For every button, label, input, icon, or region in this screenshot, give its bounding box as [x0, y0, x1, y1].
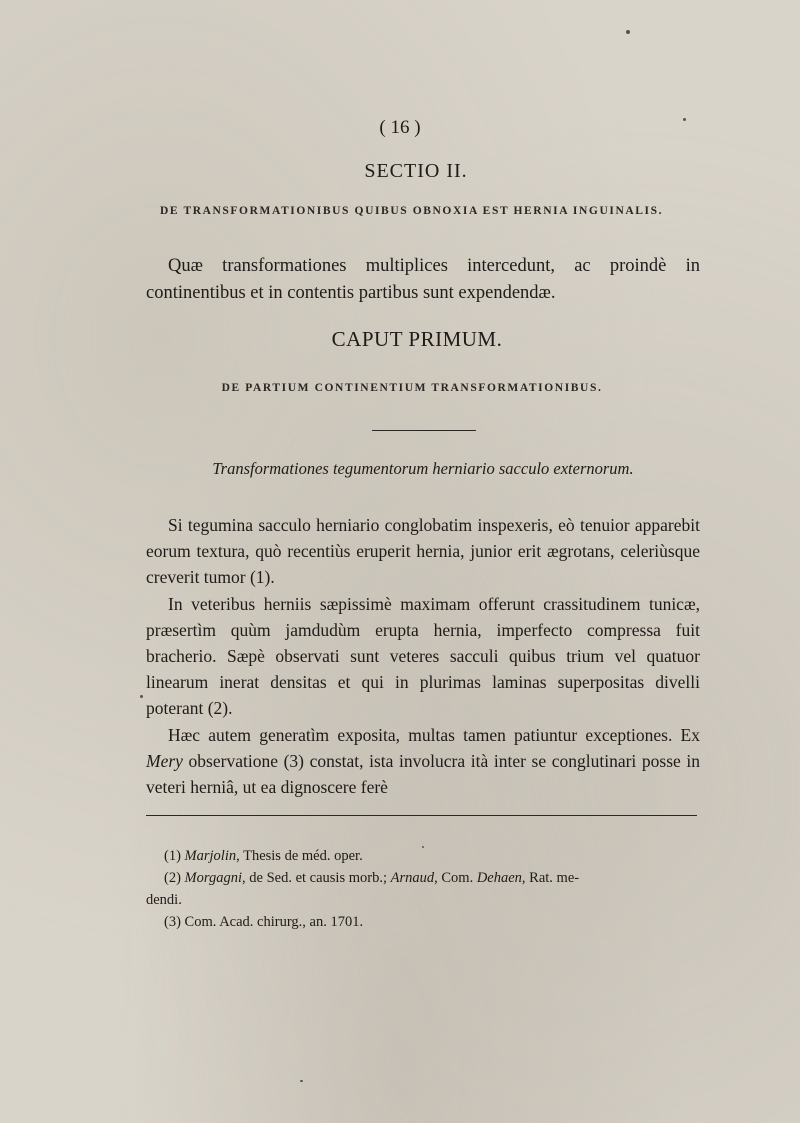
chapter-subtitle: DE PARTIUM CONTINENTIUM TRANSFORMATIONIBUS. [221, 382, 603, 394]
paragraph-2: In veteribus herniis sæpissimè maximam offerunt crassitudinem tunicæ, præsertìm quùm jamdudùm erupta hernia, imperfecto compressa fuit bracherio. Sæpè observati sunt veteres sacculi quibus trium vel quatuor linearum inerat densitas et qui in plurimas laminas superpositas divelli poterant (2). [146, 593, 700, 719]
footnote-3-text: Com. Acad. chirurg., an. 1701. [180, 914, 364, 930]
short-divider [372, 430, 476, 431]
paragraph-1: Si tegumina sacculo herniario conglobatim inspexeris, eò tenuior apparebit eorum textura, quò recentiùs eruperit hernia, junior erit ægrotans, celeriùsque creverit tumor (1). [146, 515, 700, 588]
footnote-2-continuation: dendi. [146, 892, 182, 908]
footnote-divider [146, 815, 697, 816]
footnote-1-mark: (1) [164, 848, 181, 864]
footnote-2-text-b: , Com. [434, 870, 477, 886]
footnote-1 [164, 845, 700, 867]
footnote-2-text-c: , Rat. me- [521, 870, 580, 886]
footnote-2-author-morgagni: Morgagni [184, 870, 243, 886]
paper-speck [140, 695, 143, 698]
footnote-1-author: Marjolin [184, 848, 237, 864]
footnote-2-mark: (2) [164, 870, 181, 886]
footnote-2-author-arnaud: Arnaud [390, 870, 435, 886]
page-number: ( 16 ) [379, 117, 421, 138]
footnote-2-author-dehaen: Dehaen [476, 870, 522, 886]
paragraph-3-end: observatione (3) constat, ista involucra ità inter se conglutinari posse in veteri herniâ, ut ea dignoscere ferè [146, 750, 700, 798]
article-title: Transformationes tegumentorum herniario sacculo externorum. [212, 459, 634, 478]
paragraph-3 [146, 722, 700, 801]
footnote-2-text-a: , de Sed. et causis morb.; [242, 870, 391, 886]
paper-speck [422, 846, 424, 848]
paper-speck [626, 30, 630, 34]
paper-speck [683, 118, 686, 121]
footnote-3-mark: (3) [164, 914, 181, 930]
intro-paragraph: Quæ transformationes multiplices intercedunt, ac proindè in continentibus et in contentis partibus sunt expendendæ. [146, 256, 700, 303]
footnote-1-text: , Thesis de méd. oper. [236, 848, 363, 864]
footnotes [146, 845, 700, 933]
footnote-3 [164, 911, 700, 933]
chapter-title: CAPUT PRIMUM. [331, 327, 503, 351]
main-text [146, 512, 700, 800]
paper-speck [300, 1080, 303, 1082]
footnote-2 [164, 867, 700, 889]
section-title: SECTIO II. [364, 160, 468, 182]
author-mery: Mery [146, 750, 183, 771]
paragraph-3-start: Hæc autem generatìm exposita, multas tamen patiuntur exceptiones. Ex [168, 724, 700, 745]
section-subtitle: DE TRANSFORMATIONIBUS QUIBUS OBNOXIA EST HERNIA INGUINALIS. [160, 205, 664, 217]
